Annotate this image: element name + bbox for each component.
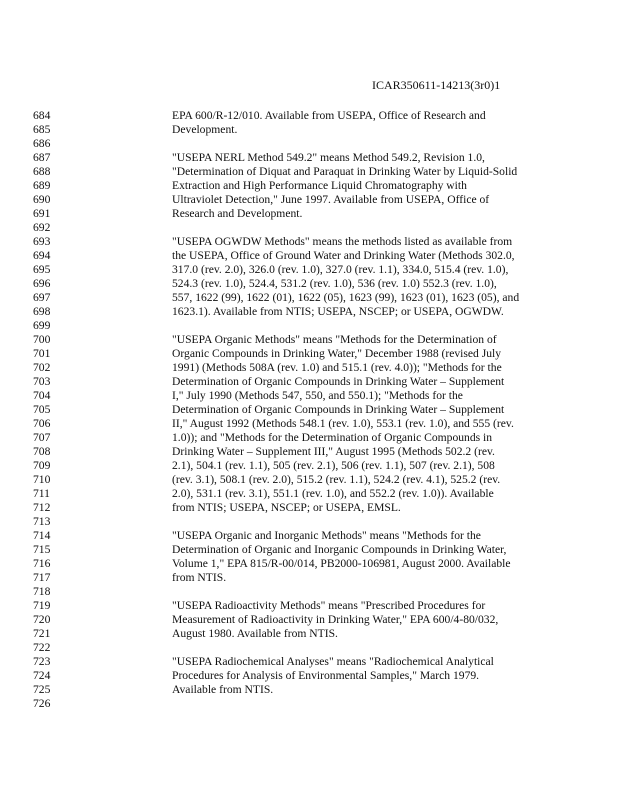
line-number: 725 bbox=[33, 683, 51, 696]
line-text: Volume 1," EPA 815/R-00/014, PB2000-106981, August 2000. Available bbox=[172, 557, 511, 570]
line-number: 692 bbox=[33, 221, 51, 234]
line-number: 716 bbox=[33, 557, 51, 570]
document-line bbox=[0, 277, 618, 291]
line-number: 690 bbox=[33, 193, 51, 206]
line-text: Organic Compounds in Drinking Water," December 1988 (revised July bbox=[172, 347, 502, 360]
line-text: 524.3 (rev. 1.0), 524.4, 531.2 (rev. 1.0), 536 (rev. 1.0) 552.3 (rev. 1.0), bbox=[172, 277, 497, 290]
line-number: 698 bbox=[33, 305, 51, 318]
document-id-header: ICAR350611-14213(3r0)1 bbox=[372, 78, 501, 92]
document-line bbox=[0, 333, 618, 347]
line-number: 713 bbox=[33, 515, 51, 528]
line-number: 684 bbox=[33, 109, 51, 122]
document-line bbox=[0, 179, 618, 193]
document-line bbox=[0, 459, 618, 473]
document-line bbox=[0, 529, 618, 543]
document-line bbox=[0, 235, 618, 249]
line-text: 1.0)); and "Methods for the Determination of Organic Compounds in bbox=[172, 431, 493, 444]
document-line bbox=[0, 207, 618, 221]
line-number: 708 bbox=[33, 445, 51, 458]
line-number: 697 bbox=[33, 291, 51, 304]
line-text: 1623.1). Available from NTIS; USEPA, NSCEP; or USEPA, OGWDW. bbox=[172, 305, 504, 318]
line-number: 718 bbox=[33, 585, 51, 598]
document-line bbox=[0, 291, 618, 305]
line-text: 557, 1622 (99), 1622 (01), 1622 (05), 1623 (99), 1623 (01), 1623 (05), and bbox=[172, 291, 520, 304]
line-number: 707 bbox=[33, 431, 51, 444]
line-number: 724 bbox=[33, 669, 51, 682]
document-line bbox=[0, 417, 618, 431]
line-number: 722 bbox=[33, 641, 51, 654]
document-line bbox=[0, 347, 618, 361]
document-line bbox=[0, 389, 618, 403]
line-text: Procedures for Analysis of Environmental Samples," March 1979. bbox=[172, 669, 480, 682]
document-line bbox=[0, 655, 618, 669]
document-line bbox=[0, 473, 618, 487]
line-text: I," July 1990 (Methods 547, 550, and 550.1); "Methods for the bbox=[172, 389, 463, 402]
document-line bbox=[0, 263, 618, 277]
line-number: 686 bbox=[33, 137, 51, 150]
line-number: 719 bbox=[33, 599, 51, 612]
line-number: 704 bbox=[33, 389, 51, 402]
line-text: "USEPA OGWDW Methods" means the methods listed as available from bbox=[172, 235, 513, 248]
document-line bbox=[0, 305, 618, 319]
line-number: 715 bbox=[33, 543, 51, 556]
line-text: "USEPA Organic Methods" means "Methods for the Determination of bbox=[172, 333, 497, 346]
line-number: 699 bbox=[33, 319, 51, 332]
line-number: 711 bbox=[33, 487, 50, 500]
line-number: 702 bbox=[33, 361, 51, 374]
line-text: Extraction and High Performance Liquid Chromatography with bbox=[172, 179, 467, 192]
line-number: 709 bbox=[33, 459, 51, 472]
document-line bbox=[0, 193, 618, 207]
document-line bbox=[0, 543, 618, 557]
line-text: Ultraviolet Detection," June 1997. Available from USEPA, Office of bbox=[172, 193, 490, 206]
line-number: 685 bbox=[33, 123, 51, 136]
document-line bbox=[0, 501, 618, 515]
line-text: Determination of Organic Compounds in Drinking Water – Supplement bbox=[172, 375, 505, 388]
line-text: (rev. 3.1), 508.1 (rev. 2.0), 515.2 (rev. 1.1), 524.2 (rev. 4.1), 525.2 (rev. bbox=[172, 473, 501, 486]
line-number: 710 bbox=[33, 473, 51, 486]
line-text: Determination of Organic Compounds in Drinking Water – Supplement bbox=[172, 403, 505, 416]
line-text: Development. bbox=[172, 123, 238, 136]
line-text: 317.0 (rev. 2.0), 326.0 (rev. 1.0), 327.0 (rev. 1.1), 334.0, 515.4 (rev. 1.0), bbox=[172, 263, 509, 276]
line-number: 712 bbox=[33, 501, 51, 514]
line-number: 717 bbox=[33, 571, 51, 584]
line-number: 693 bbox=[33, 235, 51, 248]
document-line bbox=[0, 627, 618, 641]
line-number: 694 bbox=[33, 249, 51, 262]
document-line bbox=[0, 515, 618, 529]
line-number: 703 bbox=[33, 375, 51, 388]
line-text: Available from NTIS. bbox=[172, 683, 274, 696]
document-line bbox=[0, 249, 618, 263]
line-number: 701 bbox=[33, 347, 51, 360]
line-text: the USEPA, Office of Ground Water and Drinking Water (Methods 302.0, bbox=[172, 249, 515, 262]
document-line bbox=[0, 109, 618, 123]
document-line bbox=[0, 151, 618, 165]
document-line bbox=[0, 221, 618, 235]
line-text: "USEPA NERL Method 549.2" means Method 549.2, Revision 1.0, bbox=[172, 151, 485, 164]
line-text: Research and Development. bbox=[172, 207, 303, 220]
document-line bbox=[0, 165, 618, 179]
line-text: Measurement of Radioactivity in Drinking Water," EPA 600/4-80/032, bbox=[172, 613, 499, 626]
line-text: Drinking Water – Supplement III," August 1995 (Methods 502.2 (rev. bbox=[172, 445, 495, 458]
document-line bbox=[0, 585, 618, 599]
line-number: 705 bbox=[33, 403, 51, 416]
document-line bbox=[0, 403, 618, 417]
document-line bbox=[0, 445, 618, 459]
document-line bbox=[0, 319, 618, 333]
line-number: 726 bbox=[33, 697, 51, 710]
document-line bbox=[0, 123, 618, 137]
document-line bbox=[0, 641, 618, 655]
line-number: 696 bbox=[33, 277, 51, 290]
document-line bbox=[0, 375, 618, 389]
line-text: 1991) (Methods 508A (rev. 1.0) and 515.1 (rev. 4.0)); "Methods for the bbox=[172, 361, 502, 374]
line-number: 714 bbox=[33, 529, 51, 542]
line-number: 700 bbox=[33, 333, 51, 346]
document-line bbox=[0, 137, 618, 151]
line-number: 689 bbox=[33, 179, 51, 192]
document-line bbox=[0, 683, 618, 697]
line-number: 688 bbox=[33, 165, 51, 178]
line-text: from NTIS. bbox=[172, 571, 227, 584]
line-number: 723 bbox=[33, 655, 51, 668]
document-line bbox=[0, 669, 618, 683]
line-number: 695 bbox=[33, 263, 51, 276]
line-text: 2.1), 504.1 (rev. 1.1), 505 (rev. 2.1), 506 (rev. 1.1), 507 (rev. 2.1), 508 bbox=[172, 459, 495, 472]
line-number: 720 bbox=[33, 613, 51, 626]
line-number: 706 bbox=[33, 417, 51, 430]
document-line bbox=[0, 361, 618, 375]
document-line bbox=[0, 557, 618, 571]
document-line bbox=[0, 599, 618, 613]
line-text: "USEPA Radiochemical Analyses" means "Radiochemical Analytical bbox=[172, 655, 494, 668]
line-number: 721 bbox=[33, 627, 51, 640]
line-text: "Determination of Diquat and Paraquat in Drinking Water by Liquid-Solid bbox=[172, 165, 518, 178]
document-line bbox=[0, 613, 618, 627]
line-text: from NTIS; USEPA, NSCEP; or USEPA, EMSL. bbox=[172, 501, 401, 514]
line-text: "USEPA Radioactivity Methods" means "Prescribed Procedures for bbox=[172, 599, 486, 612]
line-text: Determination of Organic and Inorganic Compounds in Drinking Water, bbox=[172, 543, 507, 556]
document-line bbox=[0, 431, 618, 445]
document-body bbox=[0, 109, 618, 711]
line-text: "USEPA Organic and Inorganic Methods" means "Methods for the bbox=[172, 529, 481, 542]
line-text: 2.0), 531.1 (rev. 3.1), 551.1 (rev. 1.0), and 552.2 (rev. 1.0)). Available bbox=[172, 487, 494, 500]
line-text: II," August 1992 (Methods 548.1 (rev. 1.0), 553.1 (rev. 1.0), and 555 (rev. bbox=[172, 417, 514, 430]
document-line bbox=[0, 697, 618, 711]
document-line bbox=[0, 487, 618, 501]
line-text: August 1980. Available from NTIS. bbox=[172, 627, 338, 640]
line-text: EPA 600/R-12/010. Available from USEPA, Office of Research and bbox=[172, 109, 486, 122]
line-number: 691 bbox=[33, 207, 51, 220]
document-line bbox=[0, 571, 618, 585]
line-number: 687 bbox=[33, 151, 51, 164]
